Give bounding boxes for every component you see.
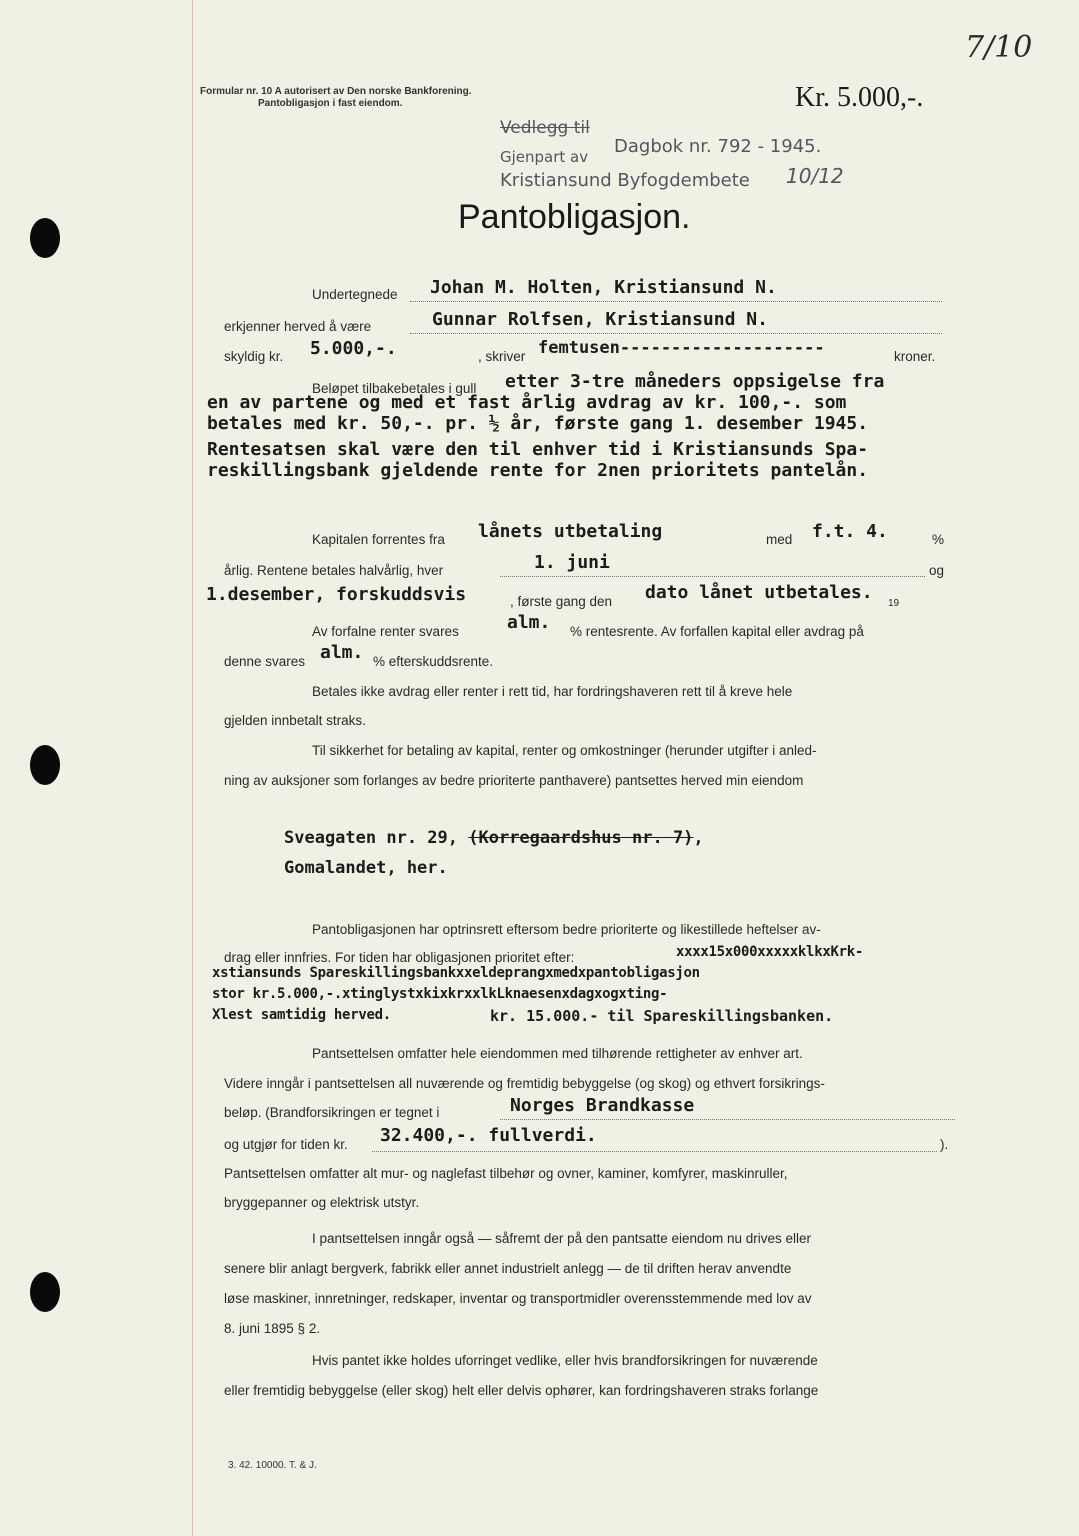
para-pantsettelsen-1: Pantsettelsen omfatter hele eiendommen med tilhørende rettigheter av enhver art. xyxy=(312,1046,803,1061)
label-undertegnede: Undertegnede xyxy=(312,287,398,302)
punch-hole-middle xyxy=(30,745,60,785)
repay-line-2: en av partene og med et fast årlig avdrag av kr. 100,-. som xyxy=(207,392,847,413)
insured-value-line xyxy=(372,1151,937,1152)
para-industri-1: I pantsettelsen inngår også — såfremt der på den pantsatte eiendom nu drives eller xyxy=(312,1231,812,1246)
stamp-date: 10/12 xyxy=(786,164,844,188)
repay-line-5: reskillingsbank gjeldende rente for 2nen prioritets pantelån. xyxy=(207,460,869,481)
para-optrinsrett-1: Pantobligasjonen har optrinsrett eftersom bedre prioriterte og likestillede heftelser av- xyxy=(312,922,821,937)
creditor-name: Gunnar Rolfsen, Kristiansund N. xyxy=(432,309,768,330)
document-title: Pantobligasjon. xyxy=(458,198,691,236)
label-belop: beløp. (Brandforsikringen er tegnet i xyxy=(224,1105,440,1120)
late-rate: alm. xyxy=(320,642,364,663)
sum-words: femtusen-------------------- xyxy=(538,338,825,358)
para-industri-4: 8. juni 1895 § 2. xyxy=(224,1321,321,1336)
para-sikkerhet-1: Til sikkerhet for betaling av kapital, renter og omkostninger (herunder utgifter i anled- xyxy=(312,743,817,758)
form-id-line-1: Formular nr. 10 A autorisert av Den norske Bankforening. xyxy=(200,86,472,97)
label-forste: , første gang den xyxy=(510,594,613,609)
label-skyldig: skyldig kr. xyxy=(224,349,284,364)
label-og: og xyxy=(929,563,945,578)
property-struck-text: (Korregaardshus nr. 7) xyxy=(468,828,694,848)
label-kroner: kroner. xyxy=(894,349,936,364)
para-vedlike-1: Hvis pantet ikke holdes uforringet vedlike, eller hvis brandforsikringen for nuværende xyxy=(312,1353,818,1368)
label-efterskudd: % efterskuddsrente. xyxy=(373,654,494,669)
label-med: med xyxy=(766,532,793,547)
label-rentesrente: % rentesrente. Av forfallen kapital eller avdrag på xyxy=(570,624,864,639)
punch-hole-top xyxy=(30,218,60,258)
margin-rule xyxy=(192,0,193,1536)
label-denne: denne svares xyxy=(224,654,306,669)
payment-date-1-line xyxy=(500,576,925,577)
repay-line-4: Rentesatsen skal være den til enhver tid i Kristiansunds Spa- xyxy=(207,439,869,460)
stamp-office: Kristiansund Byfogdembete xyxy=(500,170,750,191)
stamp-dagbok: Dagbok nr. 792 - 1945. xyxy=(614,136,822,157)
para-optrinsrett-2: drag eller innfries. For tiden har obligasjonen prioritet efter: xyxy=(224,950,575,965)
label-erkjenner: erkjenner herved å være xyxy=(224,319,372,334)
insurer-line xyxy=(500,1119,955,1120)
insurer-name: Norges Brandkasse xyxy=(510,1095,695,1116)
prior-crossed-4: Xlest samtidig herved. xyxy=(212,1007,391,1023)
debtor-name: Johan M. Holten, Kristiansund N. xyxy=(430,277,777,298)
label-close-paren: ). xyxy=(940,1137,949,1152)
property-address xyxy=(284,828,704,848)
prior-crossed-2: xstiansunds Spareskillingsbankxxeldeprangxmedxpantobligasjon xyxy=(212,965,700,981)
payment-date-1: 1. juni xyxy=(534,552,610,573)
stamp-gjenpart: Gjenpart av xyxy=(500,148,589,166)
interest-rate: f.t. 4. xyxy=(812,521,888,542)
para-tilbehor-2: bryggepanner og elektrisk utstyr. xyxy=(224,1195,420,1210)
label-belopet: Beløpet tilbakebetales i gull xyxy=(312,381,477,396)
label-arlig: årlig. Rentene betales halvårlig, hver xyxy=(224,563,444,578)
para-vedlike-2: eller fremtidig bebyggelse (eller skog) helt eller delvis ophører, kan fordringshaveren straks forlange xyxy=(224,1383,819,1398)
para-sikkerhet-2: ning av auksjoner som forlanges av bedre prioriterte panthavere) pantsettes herved min eiendom xyxy=(224,773,804,788)
first-payment-date: dato lånet utbetales. xyxy=(645,582,873,603)
creditor-line xyxy=(410,333,942,334)
prior-crossed-3: stor kr.5.000,-.xtinglystxkixkrxxlkLknaesenxdagxogxting- xyxy=(212,986,668,1002)
para-industri-2: senere blir anlagt bergverk, fabrikk eller annet industrielt anlegg — de til driften herav anvendte xyxy=(224,1261,792,1276)
insured-value: 32.400,-. fullverdi. xyxy=(380,1125,597,1146)
prior-current: kr. 15.000.- til Spareskillingsbanken. xyxy=(490,1007,834,1025)
sum-digits: 5.000,-. xyxy=(310,338,397,359)
repay-line-1: etter 3-tre måneders oppsigelse fra xyxy=(505,371,885,392)
payment-date-2: 1.desember, forskuddsvis xyxy=(206,584,467,605)
property-street: Sveagaten nr. 29, xyxy=(284,828,458,848)
label-utgjor: og utgjør for tiden kr. xyxy=(224,1137,348,1152)
para-betales-1: Betales ikke avdrag eller renter i rett tid, har fordringshaveren rett til å kreve hele xyxy=(312,684,793,699)
label-av-forfalne: Av forfalne renter svares xyxy=(312,624,459,639)
property-comma: , xyxy=(693,828,704,848)
repay-line-3: betales med kr. 50,-. pr. ½ år, første gang 1. desember 1945. xyxy=(207,413,869,434)
para-industri-3: løse maskiner, innretninger, redskaper, inventar og transportmidler overensstemmende med lov av xyxy=(224,1291,812,1306)
folio-number: 7/10 xyxy=(965,30,1033,65)
debtor-line xyxy=(410,301,942,302)
footer-print-code: 3. 42. 10000. T. & J. xyxy=(228,1460,317,1471)
para-pantsettelsen-2: Videre inngår i pantsettelsen all nuværende og fremtidig bebyggelse (og skog) og ethvert forsikrings- xyxy=(224,1076,825,1091)
para-betales-2: gjelden innbetalt straks. xyxy=(224,713,366,728)
stamp-vedlegg: Vedlegg til xyxy=(500,118,590,138)
label-percent: % xyxy=(932,532,945,547)
label-skriver: , skriver xyxy=(478,349,526,364)
para-tilbehor-1: Pantsettelsen omfatter alt mur- og naglefast tilbehør og ovner, kaminer, komfyrer, maskinruller, xyxy=(224,1166,788,1181)
property-area: Gomalandet, her. xyxy=(284,858,448,878)
label-kapitalen: Kapitalen forrentes fra xyxy=(312,532,445,547)
header-amount: Kr. 5.000,-. xyxy=(795,82,924,113)
prior-crossed-1: xxxx15x000xxxxxklkxKrk- xyxy=(676,944,863,960)
label-19: 19 xyxy=(888,598,900,609)
form-id-line-2: Pantobligasjon i fast eiendom. xyxy=(258,98,403,109)
interest-from: lånets utbetaling xyxy=(478,521,663,542)
punch-hole-bottom xyxy=(30,1272,60,1312)
compound-rate: alm. xyxy=(507,612,551,633)
